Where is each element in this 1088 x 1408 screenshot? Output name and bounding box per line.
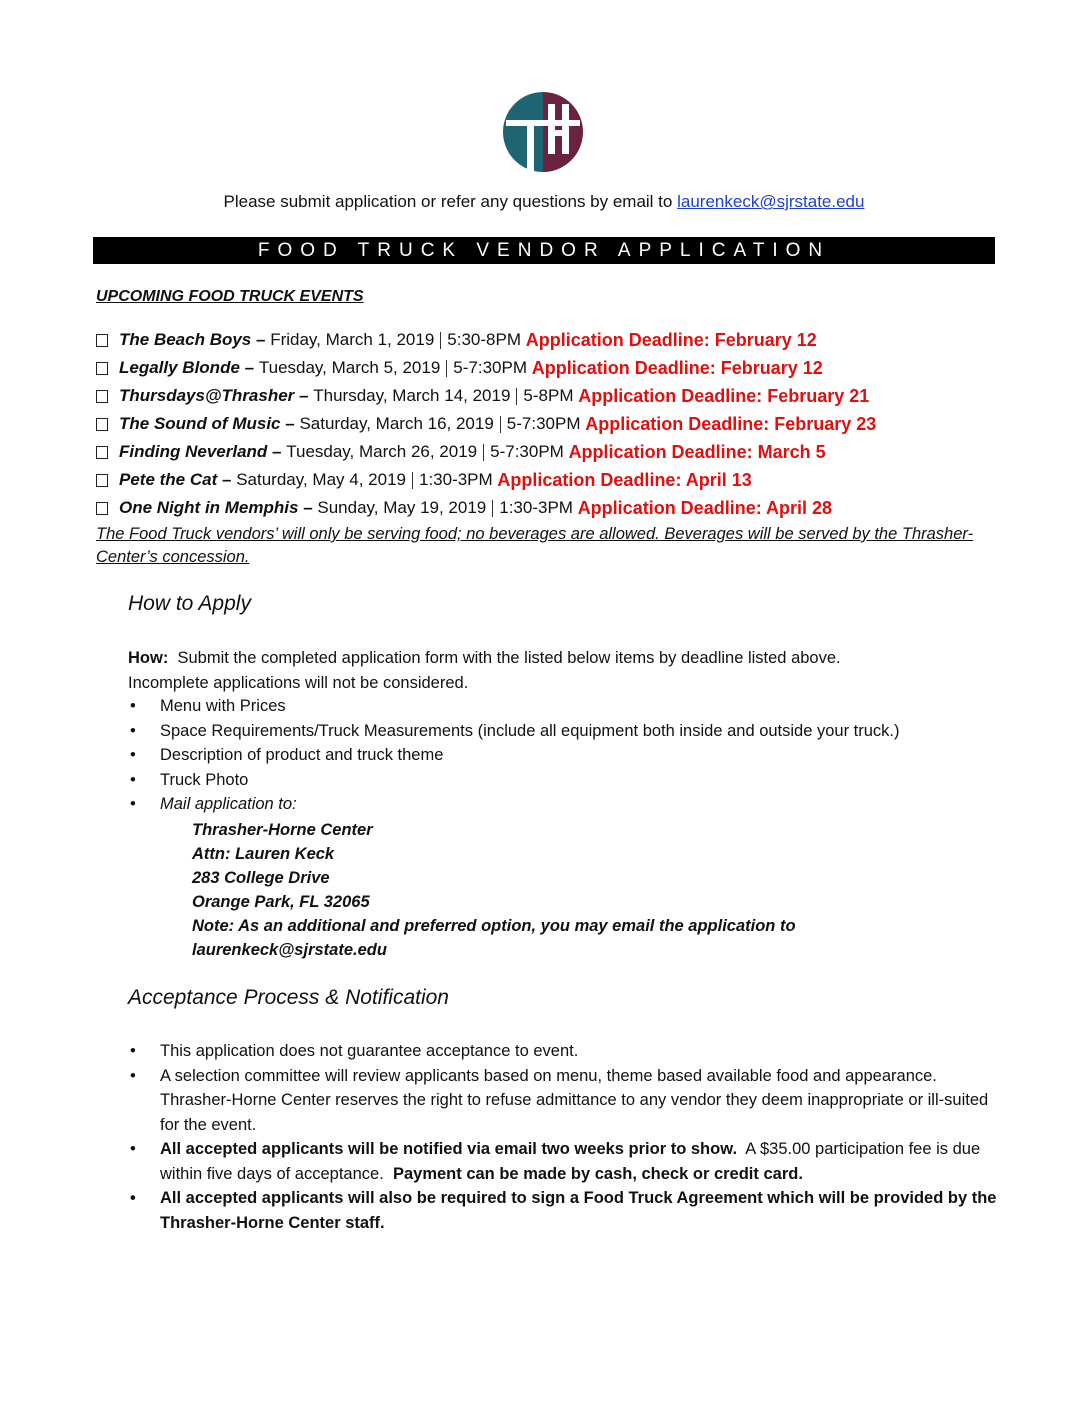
requirements-list [128, 694, 1008, 817]
event-date: Friday, March 1, 2019 [270, 330, 435, 349]
mailing-address [192, 818, 952, 962]
event-dash: – [256, 330, 266, 349]
event-dash: – [244, 358, 255, 377]
event-dash: – [303, 498, 313, 517]
event-title: One Night in Memphis [119, 498, 299, 517]
event-time: 5:30-8PM [447, 330, 521, 349]
checkbox-icon[interactable] [96, 418, 108, 431]
checkbox-icon[interactable] [96, 334, 108, 347]
event-title: Finding Neverland [119, 442, 268, 461]
acceptance-heading: Acceptance Process & Notification [128, 986, 449, 1009]
event-row [96, 466, 1056, 494]
event-time: 5-7:30PM [506, 414, 581, 433]
address-line: laurenkeck@sjrstate.edu [192, 941, 387, 959]
checkbox-icon[interactable] [96, 446, 108, 459]
events-list [96, 326, 1056, 522]
list-item [128, 792, 1008, 817]
list-item: • Description of product and truck theme [128, 743, 1008, 768]
event-time: 5-7:30PM [490, 442, 564, 461]
separator [483, 444, 484, 461]
event-dash: – [285, 414, 295, 433]
checkbox-icon[interactable] [96, 502, 108, 515]
event-dash: – [221, 470, 232, 489]
intro-line [0, 192, 1088, 212]
event-date: Saturday, May 4, 2019 [236, 470, 406, 489]
address-line: Thrasher-Horne Center [192, 821, 373, 839]
event-date: Sunday, May 19, 2019 [317, 498, 487, 517]
list-item: • Space Requirements/Truck Measurements (include all equipment both inside and outside your truck.) [128, 719, 1008, 744]
beverage-note: The Food Truck vendors’ will only be serving food; no beverages are allowed. Beverages will be served by the Thrasher-Center’s concession. [96, 525, 974, 566]
event-deadline: Application Deadline: February 12 [525, 329, 817, 350]
event-row [96, 438, 1056, 466]
checkbox-icon[interactable] [96, 362, 108, 375]
payment-bold: Payment can be made by cash, check or credit card. [392, 1164, 803, 1183]
intro-text: Please submit application or refer any questions by email to [223, 192, 673, 211]
event-time: 1:30-3PM [418, 470, 493, 489]
event-dash: – [299, 386, 309, 405]
event-date: Tuesday, March 5, 2019 [258, 358, 441, 377]
checkbox-icon[interactable] [96, 474, 108, 487]
list-item: • This application does not guarantee acceptance to event. [128, 1039, 1008, 1064]
list-item: • Truck Photo [128, 768, 1008, 793]
list-item: • Menu with Prices [128, 694, 1008, 719]
event-row [96, 354, 1056, 382]
how-paragraph [128, 646, 1008, 695]
event-time: 5-7:30PM [453, 358, 527, 377]
event-date: Thursday, March 14, 2019 [313, 386, 511, 405]
event-row [96, 326, 1056, 354]
event-title: The Beach Boys [119, 330, 252, 349]
separator [440, 332, 441, 349]
thrasher-horne-logo [493, 92, 593, 172]
event-date: Tuesday, March 26, 2019 [286, 442, 478, 461]
contact-email-link[interactable]: laurenkeck@sjrstate.edu [677, 192, 865, 211]
event-dash: – [272, 442, 282, 461]
list-item: • A selection committee will review applicants based on menu, theme based available food and appearance. Thrasher-Horne Center reserves the right to refuse admittance to any vendor they deem inappropriate or ill-suited for the event. [128, 1064, 1008, 1138]
event-title: Pete the Cat [119, 470, 218, 489]
how-label: How: [128, 649, 169, 667]
address-line: Orange Park, FL 32065 [192, 893, 370, 911]
event-deadline: Application Deadline: April 13 [497, 469, 752, 490]
event-title: Legally Blonde [119, 358, 240, 377]
event-title: Thursdays@Thrasher [119, 386, 295, 405]
event-deadline: Application Deadline: April 28 [577, 497, 833, 518]
how-text: Submit the completed application form with the listed below items by deadline listed above. [177, 649, 841, 667]
address-line: Attn: Lauren Keck [192, 845, 335, 863]
event-deadline: Application Deadline: February 21 [578, 385, 870, 406]
fee-text: A $35.00 participation fee is due within five days of acceptance. [160, 1140, 981, 1183]
address-line: Note: As an additional and preferred option, you may email the application to [192, 917, 796, 935]
checkbox-icon[interactable] [96, 390, 108, 403]
separator [516, 388, 517, 405]
notify-bold: All accepted applicants will be notified via email two weeks prior to show. [160, 1140, 738, 1158]
separator [412, 472, 413, 489]
event-deadline: Application Deadline: February 12 [531, 357, 823, 378]
list-item: • All accepted applicants will also be required to sign a Food Truck Agreement which will be provided by the Thrasher-Horne Center staff. [128, 1186, 1008, 1235]
event-time: 1:30-3PM [499, 498, 573, 517]
how-to-apply-heading: How to Apply [128, 592, 251, 615]
event-title: The Sound of Music [119, 414, 281, 433]
application-banner: FOOD TRUCK VENDOR APPLICATION [93, 237, 995, 264]
incomplete-text: Incomplete applications will not be considered. [128, 673, 469, 692]
separator [500, 416, 501, 433]
mail-label: Mail application to: [160, 795, 297, 813]
event-row [96, 382, 1056, 410]
separator [492, 500, 493, 517]
event-row [96, 494, 1056, 522]
event-deadline: Application Deadline: March 5 [568, 441, 826, 462]
separator [446, 360, 447, 377]
acceptance-list [128, 1039, 1008, 1235]
event-date: Saturday, March 16, 2019 [299, 414, 494, 433]
event-row [96, 410, 1056, 438]
event-deadline: Application Deadline: February 23 [585, 413, 877, 434]
event-time: 5-8PM [523, 386, 574, 405]
events-heading: UPCOMING FOOD TRUCK EVENTS [96, 288, 364, 305]
address-line: 283 College Drive [192, 869, 330, 887]
list-item [128, 1137, 1008, 1186]
